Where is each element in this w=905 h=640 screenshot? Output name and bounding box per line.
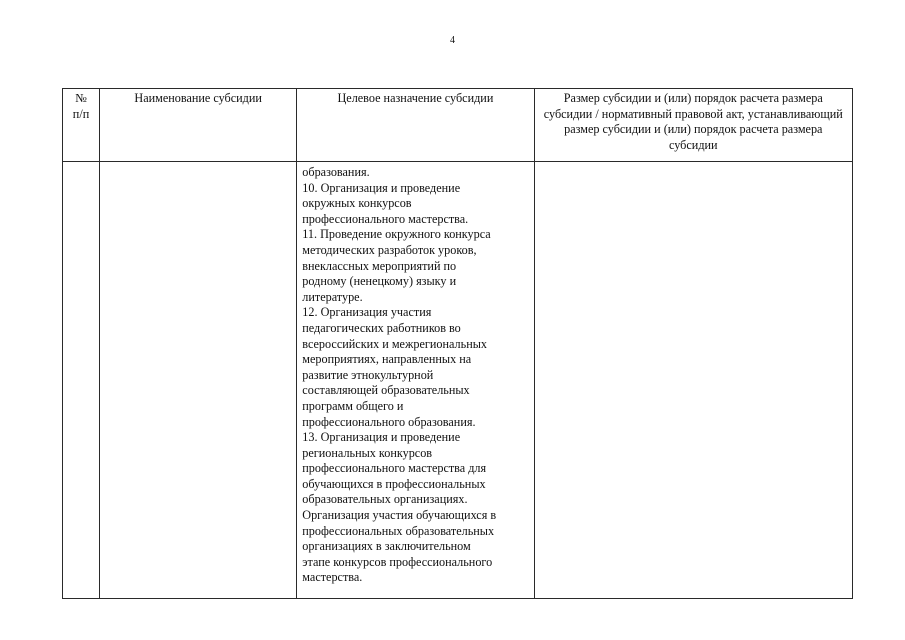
subsidy-table <box>62 88 853 599</box>
header-number-label: № п/п <box>72 91 90 121</box>
header-subsidy-purpose <box>297 89 534 162</box>
page-number: 4 <box>450 35 455 46</box>
subsidy-purpose-text: образования. 10. Организация и проведение окружных конкурсов профессионального мастерства. 11. Проведение окружного конкурса методических разработок уроков, внеклассных мероприятий по родному (ненецкому) языку и литературе. 12. Организация участия педагогических работников во всероссийских и межрегиональных мероприятиях, направленных на развитие этнокультурной составляющей образовательных программ общего и профессионального образования. 13. Организация и проведение региональных конкурсов профессионального мастерства для обучающихся в профессиональных образовательных организациях. Организация участия обучающихся в профессиональных образовательных организациях в заключительном этапе конкурсов профессионального мастерства. <box>302 165 497 585</box>
cell-subsidy-name <box>100 162 297 599</box>
table-header-row <box>63 89 853 162</box>
header-subsidy-size-label: Размер субсидии и (или) порядок расчета размера субсидии / нормативный правовой акт, устанавливающий размер субсидии и (или) порядок расчета размера субсидии <box>543 91 843 152</box>
cell-number <box>63 162 100 599</box>
header-subsidy-name <box>100 89 297 162</box>
cell-subsidy-purpose <box>297 162 534 599</box>
header-subsidy-name-label: Наименование субсидии <box>134 91 262 105</box>
header-number <box>63 89 100 162</box>
cell-subsidy-size <box>534 162 852 599</box>
header-subsidy-purpose-label: Целевое назначение субсидии <box>337 91 494 105</box>
header-subsidy-size <box>534 89 852 162</box>
table-row <box>63 162 853 599</box>
